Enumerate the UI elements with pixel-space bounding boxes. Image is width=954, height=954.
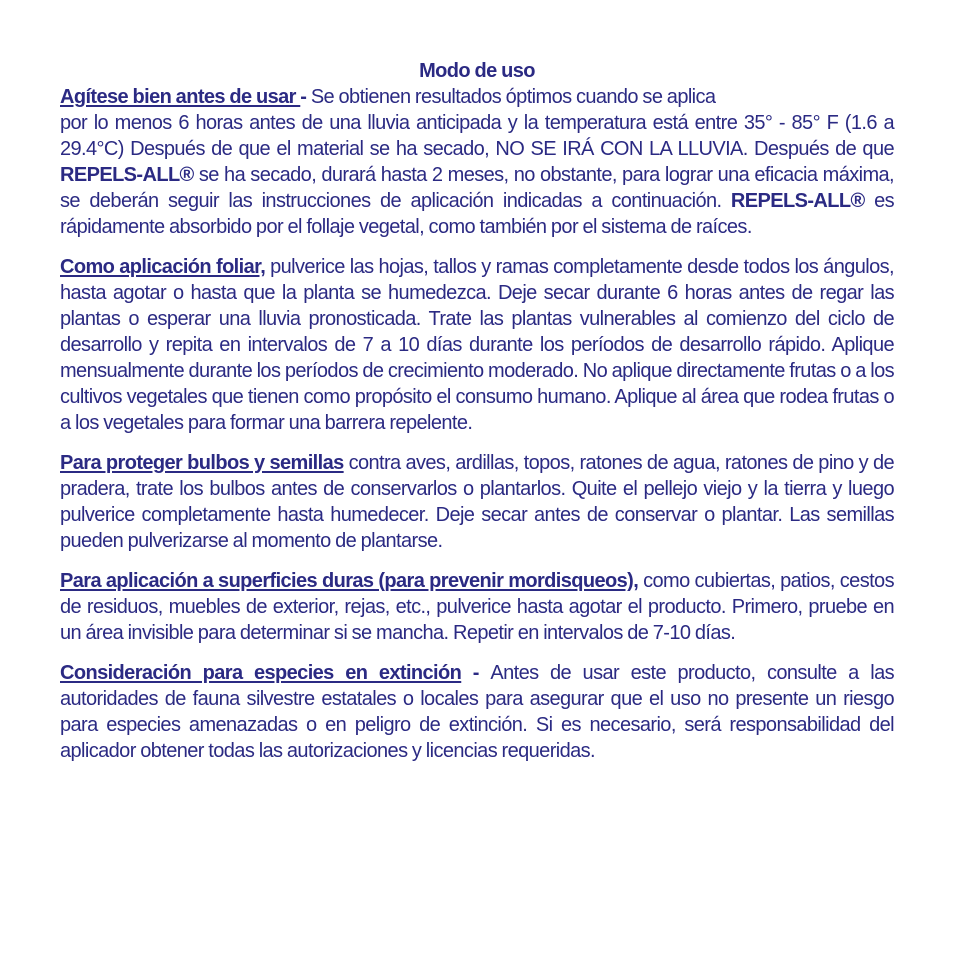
paragraph-text: contra aves, ardillas, topos, ratones de agua, ratones de pino y de pradera, trate los bulbos antes de conservarlos o plantarlos. Quite el pellejo viejo y la tierra y luego pulverice completamente hasta humedecer. Deje secar antes de conservar o plantar. Las semillas pueden pulverizarse al momento de plantarse. [60,452,895,552]
paragraph-text: por lo menos 6 horas antes de una lluvia anticipada y la temperatura está entre 35° - 85° F (1.6 a 29.4°C) Después de que el material se ha secado, NO SE IRÁ CON LA LLUVIA. Después de que [60,112,894,160]
paragraph-hard-surfaces [60,568,894,646]
paragraph-bulbs-seeds [60,450,894,554]
lead-foliar-application: Como aplicación foliar, [60,256,266,278]
lead-dash: - [300,86,311,108]
brand-name: REPELS-ALL® [730,190,865,212]
paragraph-text: se ha secado, durará hasta 2 meses, no obstante, para lograr una eficacia máxima, se deberán seguir las instrucciones de aplicación indicadas a continuación. [60,164,894,212]
paragraph-text: como cubiertas, patios, cestos de residuos, muebles de exterior, rejas, etc., pulverice hasta agotar el producto. Primero, pruebe en un área invisible para determinar si se mancha. Repetir en intervalos de 7-10 días. [60,570,894,644]
paragraph-text: pulverice las hojas, tallos y ramas completamente desde todos los ángulos, hasta agotar o hasta que la planta se humedezca. Deje secar durante 6 horas antes de regar las plantas o esperar una lluvia pronosticada. Trate las plantas vulnerables al comienzo del ciclo de desarrollo y repita en intervalos de 7 a 10 días durante los períodos de desarrollo rápido. Aplique mensualmente durante los períodos de crecimiento moderado. No aplique directamente frutas o a los cultivos vegetales que tienen como propósito el consumo humano. Aplique al área que rodea frutas o a los vegetales para formar una barrera repelente. [60,256,894,434]
paragraph-text: Se obtienen resultados óptimos cuando se aplica [310,86,716,108]
lead-bulbs-seeds: Para proteger bulbos y semillas [60,452,344,474]
paragraph-foliar-application [60,254,894,436]
page-title: Modo de uso [419,60,535,82]
paragraph-text: Antes de usar este producto, consulte a las autoridades de fauna silvestre estatales o locales para asegurar que el uso no presente un riesgo para especies amenazadas o en peligro de extinción. Si es necesario, será responsabilidad del aplicador obtener todas las autorizaciones y licencias requeridas. [60,662,894,762]
brand-name: REPELS-ALL® [60,164,194,186]
usage-document [60,58,894,778]
lead-endangered-species: Consideración para especies en extinción [60,662,462,684]
paragraph-first-line [60,84,894,110]
paragraph-endangered-species [60,660,894,764]
lead-dash: - [461,662,491,684]
lead-shake-well: Agítese bien antes de usar [60,86,301,108]
paragraph-text: es rápidamente absorbido por el follaje vegetal, como también por el sistema de raíces. [60,190,894,238]
paragraph-shake-well [60,84,894,240]
lead-hard-surfaces: Para aplicación a superficies duras (para prevenir mordisqueos), [60,570,639,592]
